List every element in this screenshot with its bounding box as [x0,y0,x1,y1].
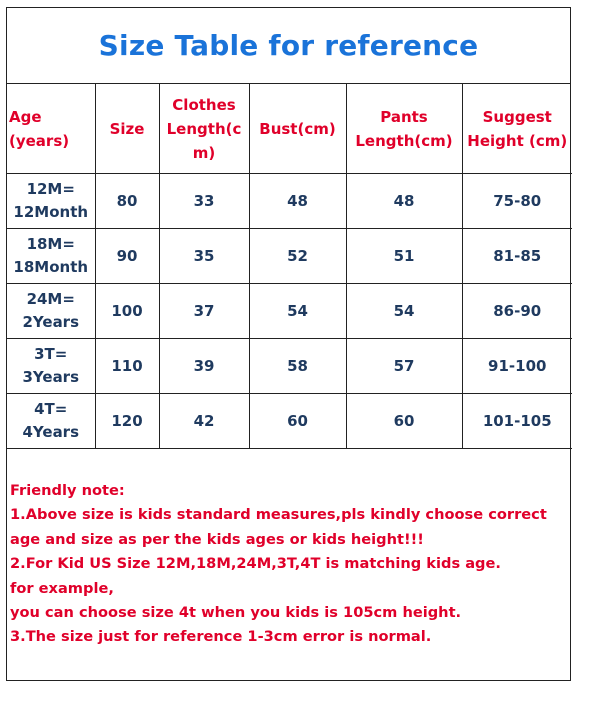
cell-clothes-length: 39 [159,339,249,394]
cell-size: 90 [95,229,159,284]
friendly-note [7,449,570,650]
header-bust-line-1: Bust(cm) [259,119,336,138]
header-suggest-height-line-2: Height (cm) [467,131,568,150]
note-line: 3.The size just for reference 1-3cm error is normal. [10,628,432,646]
cell-age [7,284,95,339]
header-suggest-height-line-1: Suggest [482,107,552,126]
cell-age-line-1: 4T= [34,400,68,418]
cell-age-line-1: 3T= [34,345,68,363]
cell-height: 101-105 [462,394,572,449]
header-size [95,84,159,174]
cell-age [7,394,95,449]
cell-height: 81-85 [462,229,572,284]
cell-age-line-1: 24M= [26,290,75,308]
table-header-row [7,84,572,174]
header-age-line-2: (years) [9,131,70,150]
cell-clothes-length: 42 [159,394,249,449]
header-bust [249,84,346,174]
cell-bust: 52 [249,229,346,284]
header-clothes-length-line-1: Clothes [172,95,236,114]
header-suggest-height [462,84,572,174]
cell-height: 91-100 [462,339,572,394]
cell-bust: 54 [249,284,346,339]
cell-age-line-2: 2Years [22,313,80,331]
table-row [7,284,572,339]
header-size-line-1: Size [109,119,145,138]
cell-pants-length: 60 [346,394,462,449]
cell-age-line-2: 4Years [22,423,80,441]
cell-age-line-1: 18M= [26,235,75,253]
cell-age-line-2: 3Years [22,368,80,386]
cell-age [7,229,95,284]
note-line: age and size as per the kids ages or kids height!!! [10,530,424,548]
header-pants-length [346,84,462,174]
cell-clothes-length: 37 [159,284,249,339]
cell-age [7,174,95,229]
cell-height: 75-80 [462,174,572,229]
note-line: 1.Above size is kids standard measures,pls kindly choose correct [10,506,547,524]
cell-pants-length: 51 [346,229,462,284]
cell-clothes-length: 35 [159,229,249,284]
cell-age-line-1: 12M= [26,180,75,198]
table-row [7,394,572,449]
cell-size: 80 [95,174,159,229]
note-line: you can choose size 4t when you kids is 105cm height. [10,604,462,622]
header-clothes-length-line-2: Length(c [166,119,242,138]
cell-clothes-length: 33 [159,174,249,229]
cell-pants-length: 48 [346,174,462,229]
header-clothes-length [159,84,249,174]
cell-bust: 48 [249,174,346,229]
note-heading: Friendly note: [10,482,125,499]
header-pants-length-line-1: Pants [380,107,428,126]
size-table [7,84,572,449]
header-pants-length-line-2: Length(cm) [355,131,453,150]
cell-pants-length: 54 [346,284,462,339]
note-line: for example, [10,579,114,597]
cell-age [7,339,95,394]
title-row [7,8,570,84]
cell-pants-length: 57 [346,339,462,394]
header-clothes-length-line-3: m) [192,143,216,162]
table-row [7,174,572,229]
cell-size: 100 [95,284,159,339]
note-line: 2.For Kid US Size 12M,18M,24M,3T,4T is matching kids age. [10,555,501,573]
cell-age-line-2: 12Month [13,203,89,221]
size-chart [6,7,571,681]
cell-bust: 60 [249,394,346,449]
header-age [7,84,95,174]
cell-age-line-2: 18Month [13,258,89,276]
header-age-line-1: Age [9,107,42,126]
cell-size: 110 [95,339,159,394]
table-row [7,229,572,284]
cell-size: 120 [95,394,159,449]
cell-bust: 58 [249,339,346,394]
page-title: Size Table for reference [98,29,479,62]
cell-height: 86-90 [462,284,572,339]
table-row [7,339,572,394]
